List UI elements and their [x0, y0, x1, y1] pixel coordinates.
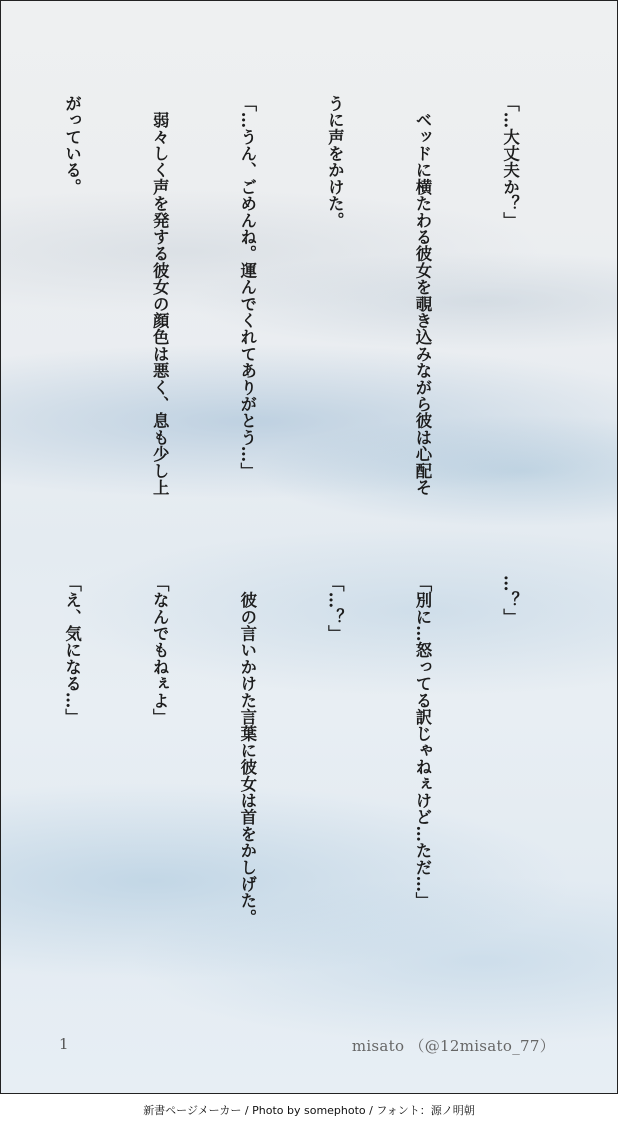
text-column: 「なんでもねぇよ」 [150, 575, 170, 726]
upper-text-section [0, 95, 583, 535]
text-column: 「…？」 [325, 575, 345, 642]
text-column: ベッドに横たわる彼女を覗き込みながら彼は心配そ [412, 95, 432, 496]
footer-credit: 新書ページメーカー / Photo by somephoto / フォント：源ノ明朝 [143, 1104, 475, 1117]
page-number: 1 [59, 1035, 69, 1053]
text-column: 弱々しく声を発する彼女の顔色は悪く、息も少し上 [150, 95, 170, 496]
author-credit: misato （@12misato_77） [351, 1037, 555, 1055]
text-column: 「…うん、ごめんね。運んでくれてありがとう…」 [237, 95, 257, 480]
text-column: …？」 [500, 575, 520, 626]
text-column: うに声をかけた。 [325, 95, 345, 229]
text-column: 彼の言いかけた言葉に彼女は首をかしげた。 [237, 575, 257, 926]
text-column: 「別に…怒ってる訳じゃねぇけど…ただ…」 [412, 575, 432, 909]
lower-text-section [0, 575, 583, 1015]
text-column: がっている。 [62, 95, 82, 196]
text-column: 「…大丈夫か？」 [500, 95, 520, 229]
text-column: 「え、気になる…」 [62, 575, 82, 726]
